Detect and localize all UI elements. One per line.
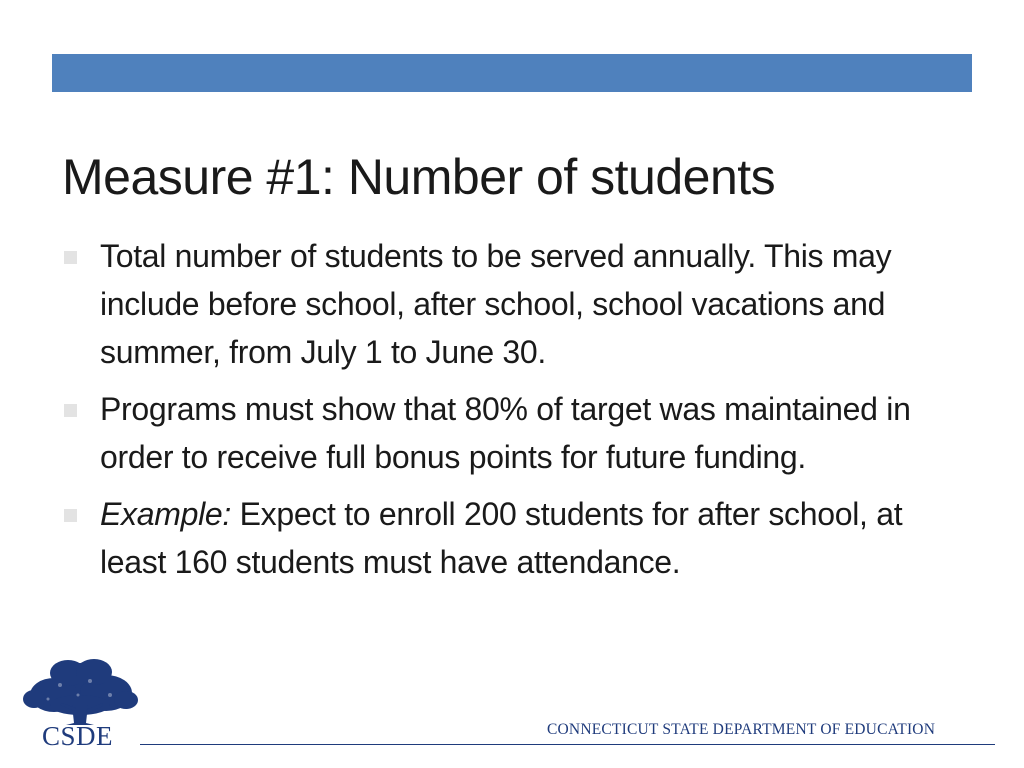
footer-divider <box>140 744 995 745</box>
slide-title: Measure #1: Number of students <box>62 149 776 205</box>
square-bullet-icon <box>64 404 77 417</box>
bullet-item-example <box>62 490 962 586</box>
bullet-list <box>62 232 962 595</box>
bullet-text: Total number of students to be served annually. This may include before school, after school, school vacations and summer, from July 1 to June 30. <box>100 238 892 370</box>
logo-wordmark: CSDE <box>42 721 114 751</box>
header-accent-bar <box>52 54 972 92</box>
footer-org-name: CONNECTICUT STATE DEPARTMENT OF EDUCATION <box>547 721 936 738</box>
bullet-emphasis-label: Example: <box>100 496 231 532</box>
square-bullet-icon <box>64 509 77 522</box>
bullet-text: Programs must show that 80% of target was maintained in order to receive full bonus points for future funding. <box>100 391 911 475</box>
bullet-item-total-students <box>62 232 962 376</box>
square-bullet-icon <box>64 251 77 264</box>
bullet-item-target-percentage <box>62 385 962 481</box>
bullet-text: Expect to enroll 200 students for after school, at least 160 students must have attendance. <box>100 496 903 580</box>
